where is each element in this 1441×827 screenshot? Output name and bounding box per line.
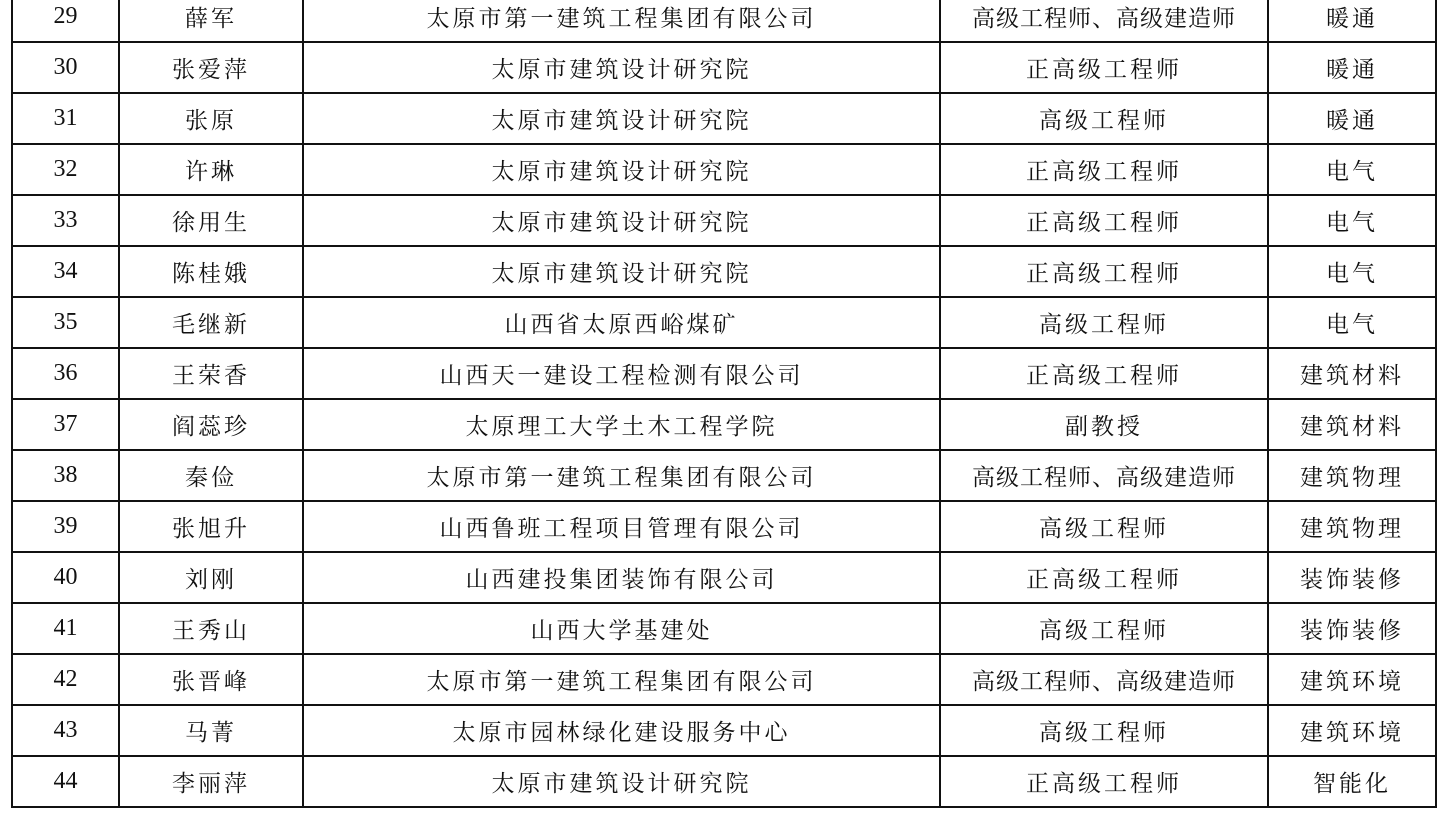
specialty-field-cell: 建筑环境 (1268, 705, 1436, 756)
professional-title-cell: 正高级工程师 (940, 42, 1268, 93)
row-number-cell: 42 (12, 654, 119, 705)
organization-cell: 山西大学基建处 (303, 603, 940, 654)
organization-cell: 山西省太原西峪煤矿 (303, 297, 940, 348)
row-number-cell: 38 (12, 450, 119, 501)
expert-name-cell: 张原 (119, 93, 303, 144)
row-number-cell: 33 (12, 195, 119, 246)
professional-title-cell: 高级工程师、高级建造师 (940, 0, 1268, 42)
expert-name-cell: 马菁 (119, 705, 303, 756)
professional-title-cell: 高级工程师 (940, 705, 1268, 756)
organization-cell: 太原市建筑设计研究院 (303, 195, 940, 246)
organization-cell: 太原市第一建筑工程集团有限公司 (303, 0, 940, 42)
organization-cell: 太原市建筑设计研究院 (303, 42, 940, 93)
roster-table-body (12, 0, 1436, 807)
specialty-field-cell: 电气 (1268, 246, 1436, 297)
row-number-cell: 29 (12, 0, 119, 42)
expert-name-cell: 张晋峰 (119, 654, 303, 705)
professional-title-cell: 正高级工程师 (940, 348, 1268, 399)
organization-cell: 太原市建筑设计研究院 (303, 756, 940, 807)
expert-name-cell: 张爱萍 (119, 42, 303, 93)
organization-cell: 太原市园林绿化建设服务中心 (303, 705, 940, 756)
professional-title-cell: 正高级工程师 (940, 552, 1268, 603)
expert-name-cell: 许琳 (119, 144, 303, 195)
professional-title-cell: 高级工程师 (940, 603, 1268, 654)
expert-name-cell: 徐用生 (119, 195, 303, 246)
table-row (12, 297, 1436, 348)
organization-cell: 太原市建筑设计研究院 (303, 246, 940, 297)
specialty-field-cell: 建筑材料 (1268, 399, 1436, 450)
organization-cell: 山西鲁班工程项目管理有限公司 (303, 501, 940, 552)
specialty-field-cell: 电气 (1268, 195, 1436, 246)
professional-title-cell: 副教授 (940, 399, 1268, 450)
row-number-cell: 35 (12, 297, 119, 348)
table-row (12, 756, 1436, 807)
specialty-field-cell: 装饰装修 (1268, 603, 1436, 654)
table-row (12, 348, 1436, 399)
organization-cell: 太原市第一建筑工程集团有限公司 (303, 450, 940, 501)
specialty-field-cell: 电气 (1268, 144, 1436, 195)
expert-name-cell: 王荣香 (119, 348, 303, 399)
row-number-cell: 41 (12, 603, 119, 654)
expert-name-cell: 薛军 (119, 0, 303, 42)
professional-title-cell: 正高级工程师 (940, 246, 1268, 297)
row-number-cell: 32 (12, 144, 119, 195)
table-row (12, 144, 1436, 195)
row-number-cell: 44 (12, 756, 119, 807)
table-row (12, 450, 1436, 501)
specialty-field-cell: 装饰装修 (1268, 552, 1436, 603)
expert-roster-table (11, 0, 1437, 808)
table-row (12, 399, 1436, 450)
specialty-field-cell: 建筑物理 (1268, 450, 1436, 501)
row-number-cell: 40 (12, 552, 119, 603)
professional-title-cell: 高级工程师 (940, 297, 1268, 348)
row-number-cell: 37 (12, 399, 119, 450)
organization-cell: 太原市第一建筑工程集团有限公司 (303, 654, 940, 705)
specialty-field-cell: 建筑环境 (1268, 654, 1436, 705)
professional-title-cell: 正高级工程师 (940, 756, 1268, 807)
specialty-field-cell: 建筑物理 (1268, 501, 1436, 552)
row-number-cell: 30 (12, 42, 119, 93)
row-number-cell: 36 (12, 348, 119, 399)
professional-title-cell: 高级工程师、高级建造师 (940, 654, 1268, 705)
expert-name-cell: 陈桂娥 (119, 246, 303, 297)
table-row (12, 42, 1436, 93)
table-row (12, 603, 1436, 654)
expert-name-cell: 张旭升 (119, 501, 303, 552)
specialty-field-cell: 电气 (1268, 297, 1436, 348)
specialty-field-cell: 建筑材料 (1268, 348, 1436, 399)
organization-cell: 太原市建筑设计研究院 (303, 144, 940, 195)
table-row (12, 246, 1436, 297)
row-number-cell: 34 (12, 246, 119, 297)
table-row (12, 654, 1436, 705)
row-number-cell: 43 (12, 705, 119, 756)
expert-name-cell: 秦俭 (119, 450, 303, 501)
organization-cell: 山西天一建设工程检测有限公司 (303, 348, 940, 399)
professional-title-cell: 正高级工程师 (940, 195, 1268, 246)
table-row (12, 705, 1436, 756)
organization-cell: 山西建投集团装饰有限公司 (303, 552, 940, 603)
specialty-field-cell: 暖通 (1268, 42, 1436, 93)
professional-title-cell: 正高级工程师 (940, 144, 1268, 195)
expert-roster-sheet (11, 0, 1435, 808)
table-row (12, 0, 1436, 42)
expert-name-cell: 阎蕊珍 (119, 399, 303, 450)
row-number-cell: 31 (12, 93, 119, 144)
expert-name-cell: 毛继新 (119, 297, 303, 348)
table-row (12, 195, 1436, 246)
expert-name-cell: 刘刚 (119, 552, 303, 603)
expert-name-cell: 李丽萍 (119, 756, 303, 807)
organization-cell: 太原市建筑设计研究院 (303, 93, 940, 144)
expert-name-cell: 王秀山 (119, 603, 303, 654)
professional-title-cell: 高级工程师 (940, 501, 1268, 552)
organization-cell: 太原理工大学土木工程学院 (303, 399, 940, 450)
table-row (12, 501, 1436, 552)
table-row (12, 93, 1436, 144)
professional-title-cell: 高级工程师 (940, 93, 1268, 144)
professional-title-cell: 高级工程师、高级建造师 (940, 450, 1268, 501)
specialty-field-cell: 暖通 (1268, 93, 1436, 144)
row-number-cell: 39 (12, 501, 119, 552)
specialty-field-cell: 暖通 (1268, 0, 1436, 42)
table-row (12, 552, 1436, 603)
specialty-field-cell: 智能化 (1268, 756, 1436, 807)
